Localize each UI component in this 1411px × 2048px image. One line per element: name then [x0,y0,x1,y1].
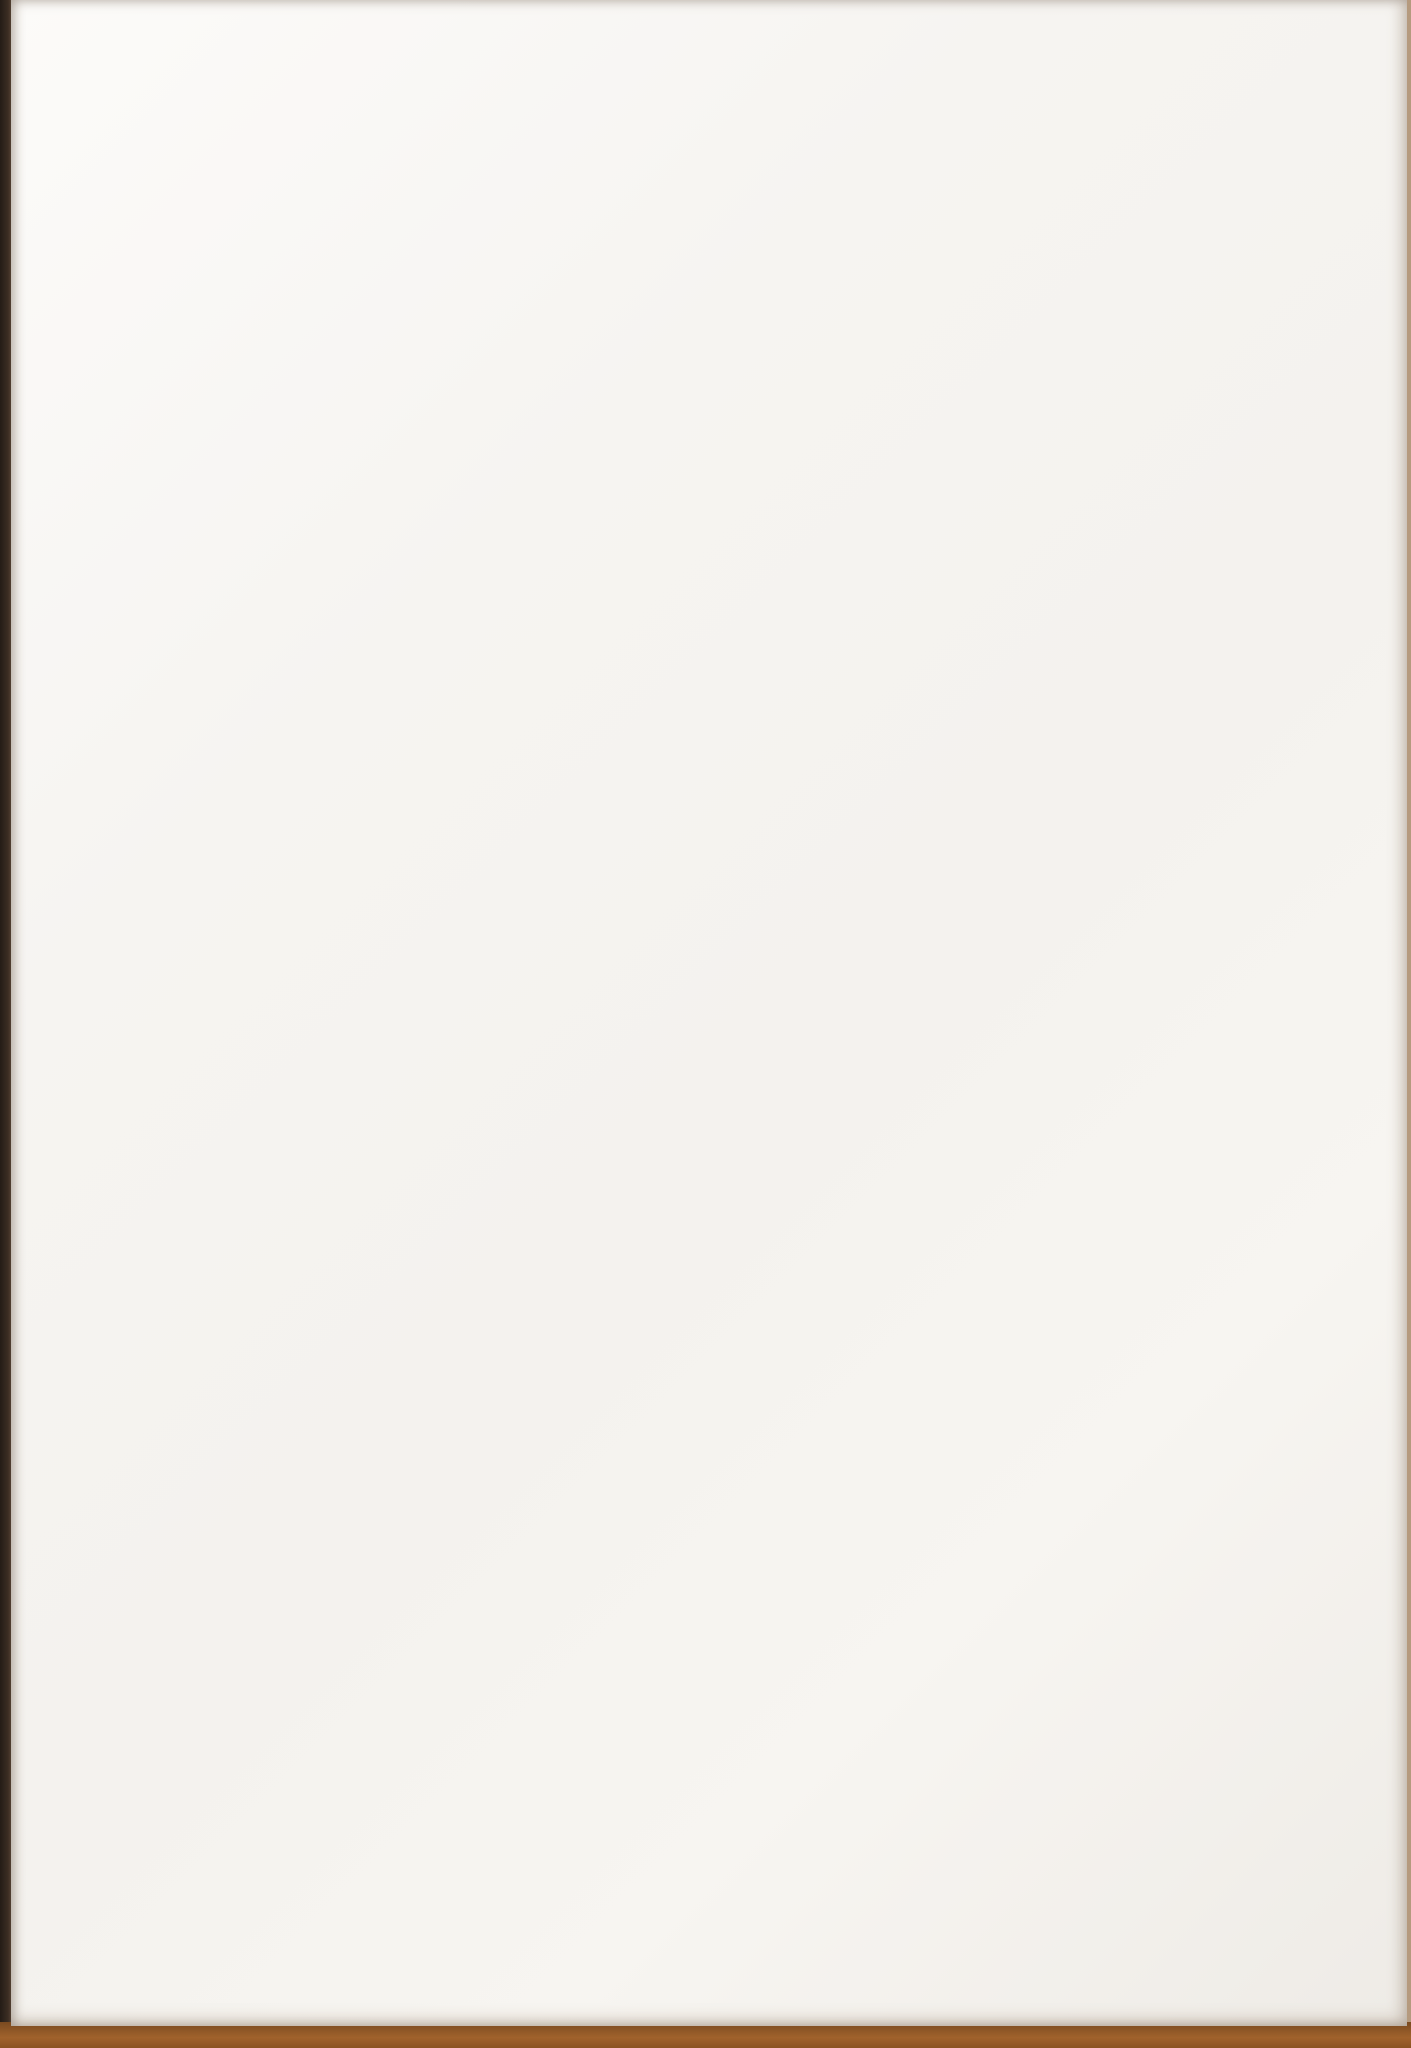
scanned-paper [11,0,1407,2026]
